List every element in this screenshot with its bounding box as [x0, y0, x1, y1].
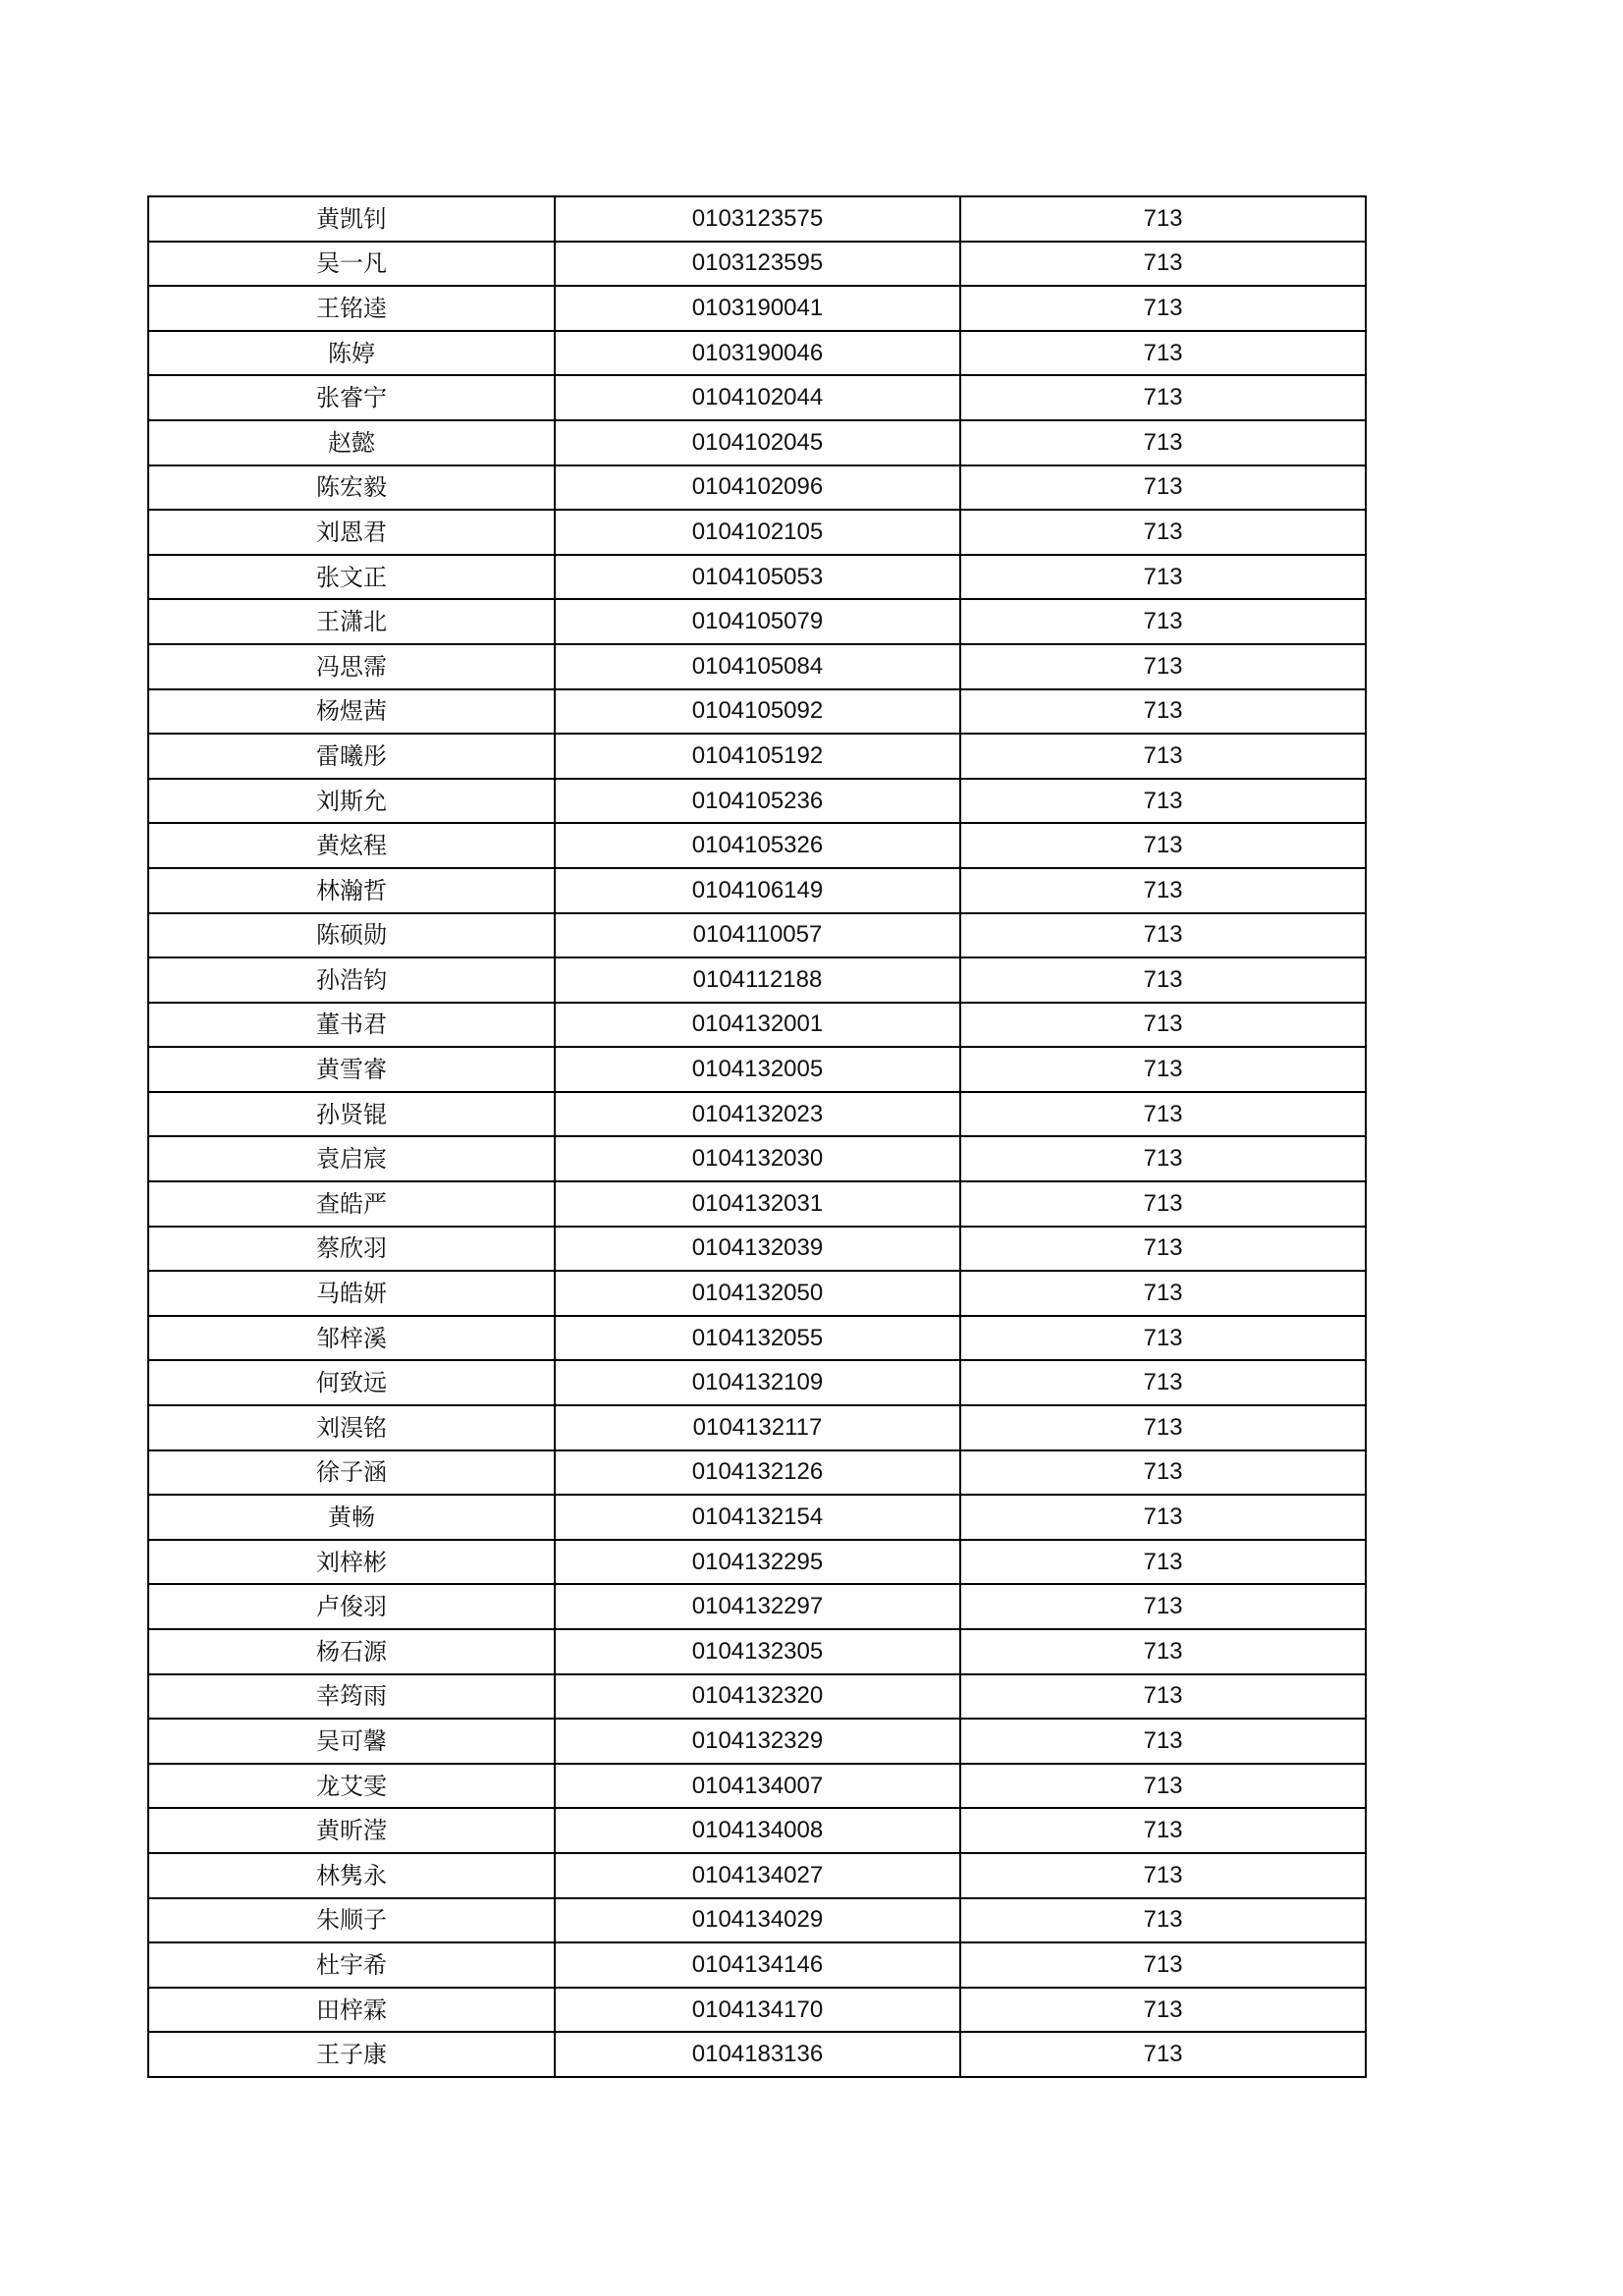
score-cell: 713 — [960, 1092, 1366, 1137]
student-id-cell: 0103123595 — [555, 242, 960, 287]
score-cell: 713 — [960, 734, 1366, 779]
student-name-cell: 杜宇希 — [148, 1942, 555, 1988]
table-row — [148, 913, 1366, 958]
student-name-cell: 幸筠雨 — [148, 1674, 555, 1720]
table-row — [148, 1719, 1366, 1764]
table-row — [148, 331, 1366, 376]
student-name-cell: 吴一凡 — [148, 242, 555, 287]
student-name-cell: 陈婷 — [148, 331, 555, 376]
table-row — [148, 1808, 1366, 1853]
score-cell: 713 — [960, 1227, 1366, 1272]
score-cell: 713 — [960, 286, 1366, 331]
score-cell: 713 — [960, 1584, 1366, 1629]
student-id-cell: 0104132055 — [555, 1316, 960, 1361]
score-cell: 713 — [960, 1719, 1366, 1764]
student-id-cell: 0104105326 — [555, 823, 960, 868]
student-name-cell: 吴可馨 — [148, 1719, 555, 1764]
score-cell: 713 — [960, 465, 1366, 511]
student-id-cell: 0104132023 — [555, 1092, 960, 1137]
student-id-cell: 0104105192 — [555, 734, 960, 779]
score-cell: 713 — [960, 510, 1366, 555]
table-row — [148, 196, 1366, 242]
student-name-cell: 杨石源 — [148, 1629, 555, 1674]
table-row — [148, 1988, 1366, 2033]
table-row — [148, 242, 1366, 287]
student-id-cell: 0104134029 — [555, 1898, 960, 1943]
student-id-cell: 0104132297 — [555, 1584, 960, 1629]
table-row — [148, 779, 1366, 824]
student-name-cell: 陈硕勋 — [148, 913, 555, 958]
table-row — [148, 1495, 1366, 1540]
student-id-cell: 0104102105 — [555, 510, 960, 555]
student-name-cell: 刘淏铭 — [148, 1405, 555, 1450]
student-id-cell: 0104102045 — [555, 420, 960, 465]
student-name-cell: 张睿宁 — [148, 375, 555, 420]
student-id-cell: 0104134008 — [555, 1808, 960, 1853]
table-row — [148, 2032, 1366, 2077]
table-row — [148, 1629, 1366, 1674]
score-cell: 713 — [960, 1540, 1366, 1585]
student-id-cell: 0104132030 — [555, 1136, 960, 1181]
table-row — [148, 1047, 1366, 1092]
score-cell: 713 — [960, 1003, 1366, 1048]
student-id-cell: 0104183136 — [555, 2032, 960, 2077]
student-id-cell: 0104105236 — [555, 779, 960, 824]
student-name-cell: 王子康 — [148, 2032, 555, 2077]
student-name-cell: 孙浩钧 — [148, 957, 555, 1003]
table-row — [148, 1271, 1366, 1316]
table-row — [148, 1942, 1366, 1988]
score-cell: 713 — [960, 2032, 1366, 2077]
score-cell: 713 — [960, 375, 1366, 420]
score-cell: 713 — [960, 1764, 1366, 1809]
student-id-cell: 0104112188 — [555, 957, 960, 1003]
student-id-cell: 0104105092 — [555, 689, 960, 735]
student-name-cell: 徐子涵 — [148, 1450, 555, 1496]
score-cell: 713 — [960, 1629, 1366, 1674]
table-row — [148, 1450, 1366, 1496]
score-cell: 713 — [960, 1674, 1366, 1720]
student-name-cell: 赵懿 — [148, 420, 555, 465]
table-row — [148, 823, 1366, 868]
student-name-cell: 卢俊羽 — [148, 1584, 555, 1629]
student-name-cell: 孙贤锟 — [148, 1092, 555, 1137]
table-row — [148, 465, 1366, 511]
table-row — [148, 689, 1366, 735]
student-id-cell: 0104132295 — [555, 1540, 960, 1585]
table-row — [148, 1227, 1366, 1272]
student-name-cell: 刘恩君 — [148, 510, 555, 555]
student-name-cell: 黄炫程 — [148, 823, 555, 868]
table-row — [148, 375, 1366, 420]
student-name-cell: 张文正 — [148, 555, 555, 600]
student-name-cell: 蔡欣羽 — [148, 1227, 555, 1272]
student-name-cell: 查皓严 — [148, 1181, 555, 1227]
table-row — [148, 420, 1366, 465]
score-cell: 713 — [960, 823, 1366, 868]
table-row — [148, 1853, 1366, 1898]
score-cell: 713 — [960, 1942, 1366, 1988]
student-name-cell: 黄雪睿 — [148, 1047, 555, 1092]
student-name-cell: 王铭逵 — [148, 286, 555, 331]
student-id-cell: 0104132154 — [555, 1495, 960, 1540]
score-cell: 713 — [960, 868, 1366, 913]
score-cell: 713 — [960, 196, 1366, 242]
student-id-cell: 0104132001 — [555, 1003, 960, 1048]
student-id-cell: 0104132320 — [555, 1674, 960, 1720]
table-row — [148, 1092, 1366, 1137]
score-cell: 713 — [960, 1450, 1366, 1496]
student-name-cell: 龙艾雯 — [148, 1764, 555, 1809]
table-row — [148, 599, 1366, 644]
table-row — [148, 510, 1366, 555]
score-cell: 713 — [960, 1271, 1366, 1316]
table-row — [148, 1584, 1366, 1629]
score-cell: 713 — [960, 1181, 1366, 1227]
score-cell: 713 — [960, 331, 1366, 376]
student-id-cell: 0104106149 — [555, 868, 960, 913]
student-id-cell: 0104110057 — [555, 913, 960, 958]
table-row — [148, 1360, 1366, 1405]
student-id-cell: 0104132305 — [555, 1629, 960, 1674]
student-name-cell: 陈宏毅 — [148, 465, 555, 511]
score-cell: 713 — [960, 555, 1366, 600]
table-row — [148, 1136, 1366, 1181]
student-id-cell: 0104105084 — [555, 644, 960, 689]
student-name-cell: 邹梓溪 — [148, 1316, 555, 1361]
table-row — [148, 555, 1366, 600]
table-row — [148, 1764, 1366, 1809]
student-name-cell: 马皓妍 — [148, 1271, 555, 1316]
student-id-cell: 0104132126 — [555, 1450, 960, 1496]
score-table — [147, 195, 1367, 2078]
student-name-cell: 何致远 — [148, 1360, 555, 1405]
student-id-cell: 0104132109 — [555, 1360, 960, 1405]
table-row — [148, 1540, 1366, 1585]
score-cell: 713 — [960, 957, 1366, 1003]
table-row — [148, 1674, 1366, 1720]
score-cell: 713 — [960, 599, 1366, 644]
score-cell: 713 — [960, 1405, 1366, 1450]
student-id-cell: 0104134146 — [555, 1942, 960, 1988]
student-id-cell: 0104105053 — [555, 555, 960, 600]
student-id-cell: 0104132329 — [555, 1719, 960, 1764]
student-id-cell: 0103190041 — [555, 286, 960, 331]
student-id-cell: 0104132039 — [555, 1227, 960, 1272]
table-row — [148, 957, 1366, 1003]
table-row — [148, 1181, 1366, 1227]
table-row — [148, 1898, 1366, 1943]
table-row — [148, 286, 1366, 331]
student-name-cell: 刘斯允 — [148, 779, 555, 824]
student-name-cell: 袁启宸 — [148, 1136, 555, 1181]
student-id-cell: 0104132117 — [555, 1405, 960, 1450]
score-cell: 713 — [960, 1316, 1366, 1361]
table-row — [148, 644, 1366, 689]
score-cell: 713 — [960, 689, 1366, 735]
score-cell: 713 — [960, 1988, 1366, 2033]
student-id-cell: 0104132005 — [555, 1047, 960, 1092]
table-row — [148, 1316, 1366, 1361]
student-name-cell: 王潇北 — [148, 599, 555, 644]
score-cell: 713 — [960, 913, 1366, 958]
score-cell: 713 — [960, 1898, 1366, 1943]
score-cell: 713 — [960, 779, 1366, 824]
student-name-cell: 杨煜茜 — [148, 689, 555, 735]
student-name-cell: 刘梓彬 — [148, 1540, 555, 1585]
student-id-cell: 0103190046 — [555, 331, 960, 376]
student-name-cell: 冯思霈 — [148, 644, 555, 689]
student-name-cell: 朱顺子 — [148, 1898, 555, 1943]
student-name-cell: 林瀚哲 — [148, 868, 555, 913]
score-cell: 713 — [960, 242, 1366, 287]
score-cell: 713 — [960, 644, 1366, 689]
student-name-cell: 董书君 — [148, 1003, 555, 1048]
student-id-cell: 0104134027 — [555, 1853, 960, 1898]
table-body — [148, 196, 1366, 2077]
student-id-cell: 0103123575 — [555, 196, 960, 242]
student-id-cell: 0104102044 — [555, 375, 960, 420]
student-id-cell: 0104102096 — [555, 465, 960, 511]
student-id-cell: 0104132031 — [555, 1181, 960, 1227]
score-cell: 713 — [960, 1808, 1366, 1853]
score-cell: 713 — [960, 1136, 1366, 1181]
student-id-cell: 0104134007 — [555, 1764, 960, 1809]
score-cell: 713 — [960, 1495, 1366, 1540]
score-cell: 713 — [960, 1047, 1366, 1092]
student-id-cell: 0104134170 — [555, 1988, 960, 2033]
score-cell: 713 — [960, 1853, 1366, 1898]
student-name-cell: 黄畅 — [148, 1495, 555, 1540]
student-id-cell: 0104105079 — [555, 599, 960, 644]
student-name-cell: 田梓霖 — [148, 1988, 555, 2033]
table-row — [148, 734, 1366, 779]
score-cell: 713 — [960, 1360, 1366, 1405]
student-name-cell: 林隽永 — [148, 1853, 555, 1898]
student-id-cell: 0104132050 — [555, 1271, 960, 1316]
student-name-cell: 黄凯钊 — [148, 196, 555, 242]
table-row — [148, 868, 1366, 913]
student-name-cell: 黄昕滢 — [148, 1808, 555, 1853]
score-cell: 713 — [960, 420, 1366, 465]
table-row — [148, 1405, 1366, 1450]
student-name-cell: 雷曦彤 — [148, 734, 555, 779]
table-row — [148, 1003, 1366, 1048]
